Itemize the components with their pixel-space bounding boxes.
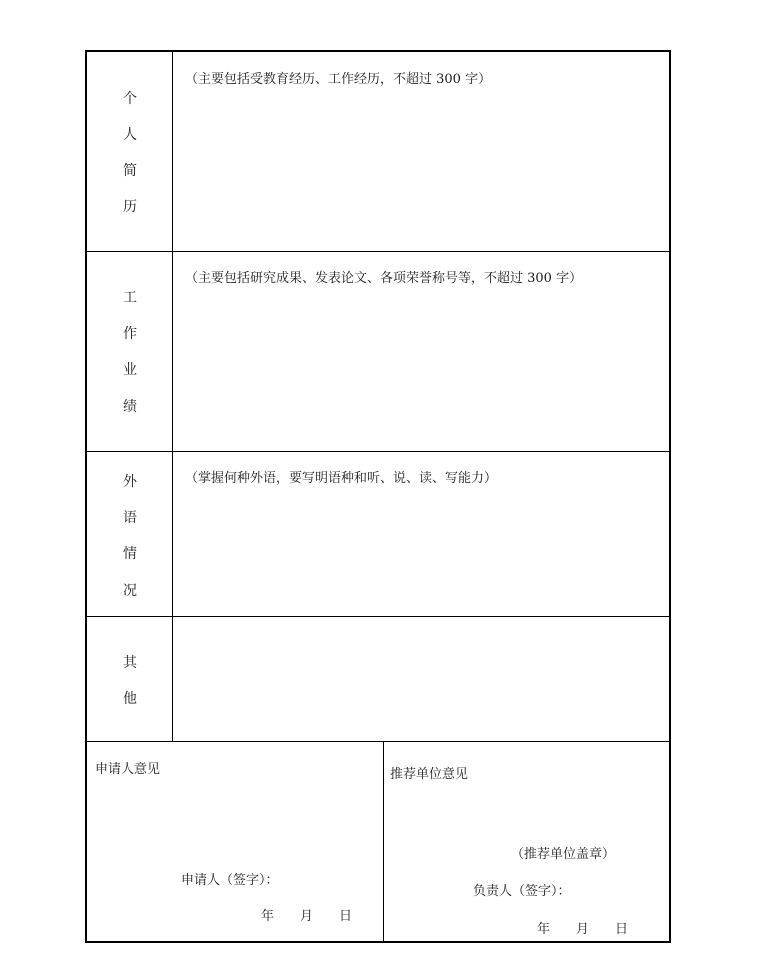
achievements-label-char: 业	[123, 362, 137, 378]
languages-label-cell	[87, 452, 173, 616]
resume-row	[87, 52, 669, 252]
languages-label-char: 情	[123, 546, 137, 562]
opinions-divider	[383, 741, 384, 941]
applicant-opinion-title: 申请人意见	[95, 762, 161, 777]
applicant-date-label: 年 月 日	[261, 909, 353, 924]
application-form-table	[85, 50, 671, 943]
other-label-char: 其	[123, 655, 137, 671]
recommender-opinion-title: 推荐单位意见	[390, 767, 469, 782]
applicant-signature-label: 申请人（签字）：	[181, 873, 279, 888]
other-label-cell	[87, 617, 173, 741]
achievements-label-char: 工	[123, 290, 137, 306]
recommender-date-label: 年 月 日	[537, 922, 629, 937]
achievements-hint-text: （主要包括研究成果、发表论文、各项荣誉称号等，不超过 300 字）	[185, 271, 583, 286]
recommender-signature-label: 负责人（签字）：	[473, 884, 571, 899]
resume-label-cell	[87, 52, 173, 251]
achievements-row	[87, 252, 669, 452]
achievements-label-char: 作	[123, 326, 137, 342]
other-label-char: 他	[123, 691, 137, 707]
resume-label-char: 简	[123, 163, 137, 179]
resume-label-char: 人	[123, 127, 137, 143]
resume-hint-text: （主要包括受教育经历、工作经历，不超过 300 字）	[185, 72, 492, 87]
achievements-label-cell	[87, 252, 173, 451]
languages-label-char: 况	[123, 583, 137, 599]
achievements-label-char: 绩	[123, 399, 137, 415]
resume-label-char: 个	[123, 91, 137, 107]
other-row	[87, 617, 669, 742]
resume-label-char: 历	[123, 199, 137, 215]
languages-label-char: 语	[123, 510, 137, 526]
recommender-seal-label: （推荐单位盖章）	[511, 847, 616, 862]
languages-label-char: 外	[123, 474, 137, 490]
languages-hint-text: （掌握何种外语，要写明语种和听、说、读、写能力）	[185, 471, 498, 486]
languages-row	[87, 452, 669, 617]
opinions-row	[87, 741, 669, 941]
